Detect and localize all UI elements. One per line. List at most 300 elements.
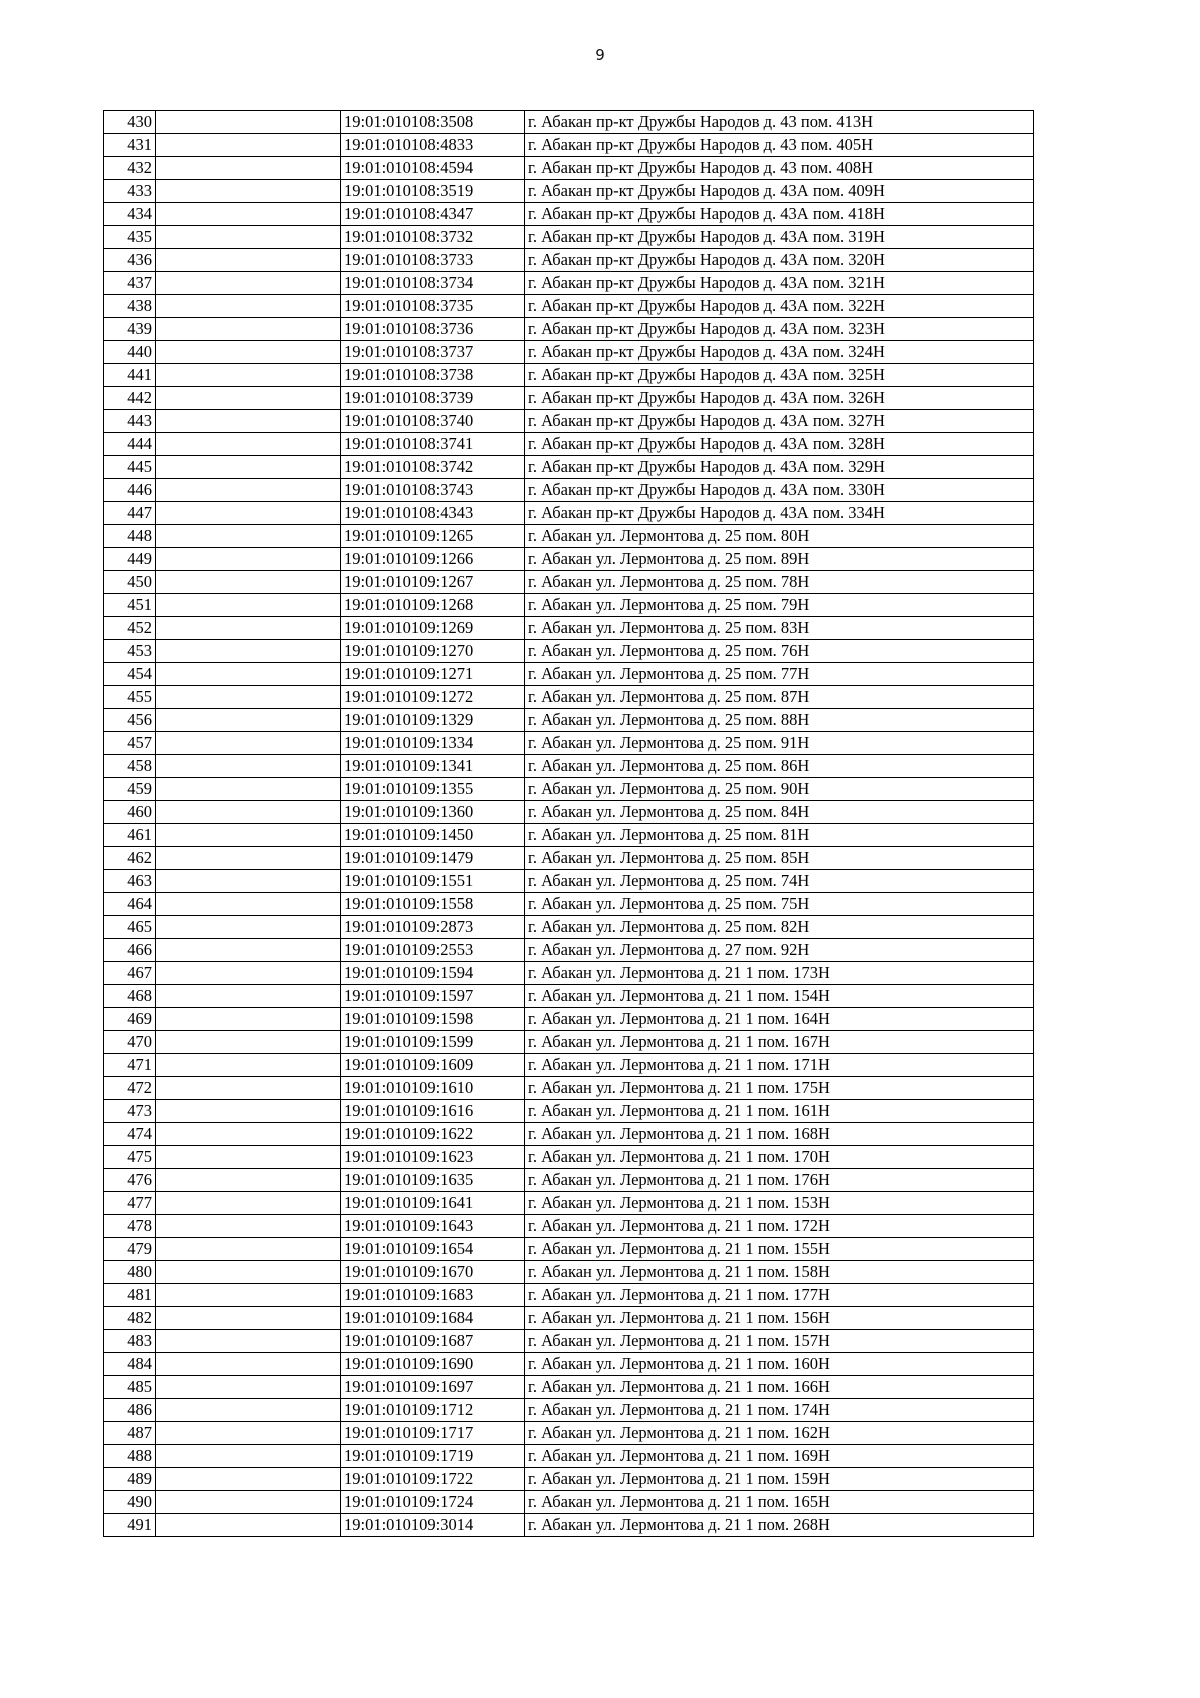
address-cell: г. Абакан ул. Лермонтова д. 21 1 пом. 159Н bbox=[525, 1468, 1034, 1491]
row-number-cell: 482 bbox=[104, 1307, 156, 1330]
cadastral-number-cell: 19:01:010108:3737 bbox=[341, 341, 525, 364]
cadastral-number-cell: 19:01:010109:1597 bbox=[341, 985, 525, 1008]
address-cell: г. Абакан ул. Лермонтова д. 21 1 пом. 174Н bbox=[525, 1399, 1034, 1422]
empty-cell bbox=[156, 157, 341, 180]
cadastral-number-cell: 19:01:010108:3508 bbox=[341, 111, 525, 134]
empty-cell bbox=[156, 249, 341, 272]
row-number-cell: 450 bbox=[104, 571, 156, 594]
row-number-cell: 431 bbox=[104, 134, 156, 157]
table-row bbox=[104, 364, 1034, 387]
empty-cell bbox=[156, 1491, 341, 1514]
address-cell: г. Абакан пр-кт Дружбы Народов д. 43А пом. 334Н bbox=[525, 502, 1034, 525]
address-cell: г. Абакан ул. Лермонтова д. 25 пом. 77Н bbox=[525, 663, 1034, 686]
address-cell: г. Абакан ул. Лермонтова д. 25 пом. 91Н bbox=[525, 732, 1034, 755]
cadastral-number-cell: 19:01:010109:1690 bbox=[341, 1353, 525, 1376]
row-number-cell: 474 bbox=[104, 1123, 156, 1146]
cadastral-number-cell: 19:01:010109:1268 bbox=[341, 594, 525, 617]
empty-cell bbox=[156, 1468, 341, 1491]
address-cell: г. Абакан ул. Лермонтова д. 21 1 пом. 176Н bbox=[525, 1169, 1034, 1192]
table-row bbox=[104, 801, 1034, 824]
table-row bbox=[104, 318, 1034, 341]
cadastral-number-cell: 19:01:010109:1724 bbox=[341, 1491, 525, 1514]
address-cell: г. Абакан ул. Лермонтова д. 21 1 пом. 164Н bbox=[525, 1008, 1034, 1031]
table-row bbox=[104, 1307, 1034, 1330]
empty-cell bbox=[156, 1330, 341, 1353]
row-number-cell: 454 bbox=[104, 663, 156, 686]
row-number-cell: 491 bbox=[104, 1514, 156, 1537]
empty-cell bbox=[156, 594, 341, 617]
table-row bbox=[104, 1215, 1034, 1238]
address-cell: г. Абакан пр-кт Дружбы Народов д. 43 пом. 413Н bbox=[525, 111, 1034, 134]
cadastral-number-cell: 19:01:010109:1687 bbox=[341, 1330, 525, 1353]
table-row bbox=[104, 525, 1034, 548]
row-number-cell: 462 bbox=[104, 847, 156, 870]
cadastral-number-cell: 19:01:010109:1609 bbox=[341, 1054, 525, 1077]
row-number-cell: 438 bbox=[104, 295, 156, 318]
row-number-cell: 464 bbox=[104, 893, 156, 916]
empty-cell bbox=[156, 1008, 341, 1031]
address-cell: г. Абакан ул. Лермонтова д. 25 пом. 83Н bbox=[525, 617, 1034, 640]
table-row bbox=[104, 1169, 1034, 1192]
cadastral-number-cell: 19:01:010109:1717 bbox=[341, 1422, 525, 1445]
empty-cell bbox=[156, 1192, 341, 1215]
row-number-cell: 439 bbox=[104, 318, 156, 341]
empty-cell bbox=[156, 1376, 341, 1399]
row-number-cell: 445 bbox=[104, 456, 156, 479]
empty-cell bbox=[156, 617, 341, 640]
address-cell: г. Абакан ул. Лермонтова д. 21 1 пом. 171Н bbox=[525, 1054, 1034, 1077]
row-number-cell: 470 bbox=[104, 1031, 156, 1054]
empty-cell bbox=[156, 686, 341, 709]
table-row bbox=[104, 709, 1034, 732]
empty-cell bbox=[156, 341, 341, 364]
cadastral-number-cell: 19:01:010109:1610 bbox=[341, 1077, 525, 1100]
empty-cell bbox=[156, 318, 341, 341]
empty-cell bbox=[156, 870, 341, 893]
table-row bbox=[104, 1376, 1034, 1399]
table-row bbox=[104, 916, 1034, 939]
table-row bbox=[104, 1054, 1034, 1077]
cadastral-number-cell: 19:01:010109:1594 bbox=[341, 962, 525, 985]
empty-cell bbox=[156, 272, 341, 295]
empty-cell bbox=[156, 916, 341, 939]
table-row bbox=[104, 732, 1034, 755]
row-number-cell: 467 bbox=[104, 962, 156, 985]
table-row bbox=[104, 1468, 1034, 1491]
table-row bbox=[104, 1422, 1034, 1445]
empty-cell bbox=[156, 387, 341, 410]
address-cell: г. Абакан ул. Лермонтова д. 21 1 пом. 173Н bbox=[525, 962, 1034, 985]
row-number-cell: 433 bbox=[104, 180, 156, 203]
empty-cell bbox=[156, 1100, 341, 1123]
address-cell: г. Абакан ул. Лермонтова д. 25 пом. 86Н bbox=[525, 755, 1034, 778]
row-number-cell: 459 bbox=[104, 778, 156, 801]
address-cell: г. Абакан ул. Лермонтова д. 21 1 пом. 175Н bbox=[525, 1077, 1034, 1100]
address-cell: г. Абакан ул. Лермонтова д. 21 1 пом. 154Н bbox=[525, 985, 1034, 1008]
address-cell: г. Абакан пр-кт Дружбы Народов д. 43А пом. 320Н bbox=[525, 249, 1034, 272]
table-row bbox=[104, 548, 1034, 571]
empty-cell bbox=[156, 847, 341, 870]
address-cell: г. Абакан ул. Лермонтова д. 25 пом. 81Н bbox=[525, 824, 1034, 847]
address-cell: г. Абакан ул. Лермонтова д. 25 пом. 76Н bbox=[525, 640, 1034, 663]
row-number-cell: 463 bbox=[104, 870, 156, 893]
row-number-cell: 484 bbox=[104, 1353, 156, 1376]
table-row bbox=[104, 456, 1034, 479]
empty-cell bbox=[156, 226, 341, 249]
page-number: 9 bbox=[595, 46, 605, 64]
empty-cell bbox=[156, 1261, 341, 1284]
cadastral-number-cell: 19:01:010109:1479 bbox=[341, 847, 525, 870]
empty-cell bbox=[156, 525, 341, 548]
row-number-cell: 456 bbox=[104, 709, 156, 732]
table-row bbox=[104, 226, 1034, 249]
address-cell: г. Абакан пр-кт Дружбы Народов д. 43А пом. 325Н bbox=[525, 364, 1034, 387]
empty-cell bbox=[156, 1422, 341, 1445]
row-number-cell: 469 bbox=[104, 1008, 156, 1031]
cadastral-number-cell: 19:01:010109:1450 bbox=[341, 824, 525, 847]
table-row bbox=[104, 341, 1034, 364]
table-row bbox=[104, 157, 1034, 180]
table-row bbox=[104, 778, 1034, 801]
row-number-cell: 485 bbox=[104, 1376, 156, 1399]
address-cell: г. Абакан ул. Лермонтова д. 25 пом. 80Н bbox=[525, 525, 1034, 548]
cadastral-number-cell: 19:01:010109:1270 bbox=[341, 640, 525, 663]
empty-cell bbox=[156, 203, 341, 226]
table-row bbox=[104, 1445, 1034, 1468]
empty-cell bbox=[156, 1284, 341, 1307]
cadastral-number-cell: 19:01:010108:3741 bbox=[341, 433, 525, 456]
row-number-cell: 487 bbox=[104, 1422, 156, 1445]
empty-cell bbox=[156, 1169, 341, 1192]
table-row bbox=[104, 594, 1034, 617]
row-number-cell: 449 bbox=[104, 548, 156, 571]
empty-cell bbox=[156, 663, 341, 686]
address-cell: г. Абакан ул. Лермонтова д. 21 1 пом. 157Н bbox=[525, 1330, 1034, 1353]
empty-cell bbox=[156, 1399, 341, 1422]
table-row bbox=[104, 985, 1034, 1008]
table-row bbox=[104, 1284, 1034, 1307]
cadastral-number-cell: 19:01:010108:3738 bbox=[341, 364, 525, 387]
table-row bbox=[104, 111, 1034, 134]
cadastral-number-cell: 19:01:010109:1722 bbox=[341, 1468, 525, 1491]
address-cell: г. Абакан ул. Лермонтова д. 21 1 пом. 158Н bbox=[525, 1261, 1034, 1284]
row-number-cell: 481 bbox=[104, 1284, 156, 1307]
table-row bbox=[104, 870, 1034, 893]
row-number-cell: 472 bbox=[104, 1077, 156, 1100]
row-number-cell: 434 bbox=[104, 203, 156, 226]
cadastral-number-cell: 19:01:010109:1558 bbox=[341, 893, 525, 916]
row-number-cell: 440 bbox=[104, 341, 156, 364]
cadastral-number-cell: 19:01:010108:3742 bbox=[341, 456, 525, 479]
table-row bbox=[104, 134, 1034, 157]
table-row bbox=[104, 1491, 1034, 1514]
row-number-cell: 471 bbox=[104, 1054, 156, 1077]
table-row bbox=[104, 180, 1034, 203]
row-number-cell: 477 bbox=[104, 1192, 156, 1215]
row-number-cell: 444 bbox=[104, 433, 156, 456]
row-number-cell: 442 bbox=[104, 387, 156, 410]
row-number-cell: 473 bbox=[104, 1100, 156, 1123]
table-row bbox=[104, 410, 1034, 433]
row-number-cell: 480 bbox=[104, 1261, 156, 1284]
empty-cell bbox=[156, 1054, 341, 1077]
address-cell: г. Абакан пр-кт Дружбы Народов д. 43А пом. 323Н bbox=[525, 318, 1034, 341]
address-cell: г. Абакан пр-кт Дружбы Народов д. 43А пом. 418Н bbox=[525, 203, 1034, 226]
table-row bbox=[104, 571, 1034, 594]
empty-cell bbox=[156, 1031, 341, 1054]
cadastral-number-cell: 19:01:010108:3732 bbox=[341, 226, 525, 249]
empty-cell bbox=[156, 433, 341, 456]
address-cell: г. Абакан пр-кт Дружбы Народов д. 43А пом. 329Н bbox=[525, 456, 1034, 479]
row-number-cell: 460 bbox=[104, 801, 156, 824]
address-cell: г. Абакан пр-кт Дружбы Народов д. 43А пом. 409Н bbox=[525, 180, 1034, 203]
table-row bbox=[104, 1146, 1034, 1169]
cadastral-number-cell: 19:01:010109:1269 bbox=[341, 617, 525, 640]
row-number-cell: 446 bbox=[104, 479, 156, 502]
row-number-cell: 466 bbox=[104, 939, 156, 962]
empty-cell bbox=[156, 1307, 341, 1330]
empty-cell bbox=[156, 1353, 341, 1376]
table-row bbox=[104, 1192, 1034, 1215]
cadastral-number-cell: 19:01:010109:1341 bbox=[341, 755, 525, 778]
cadastral-number-cell: 19:01:010109:1654 bbox=[341, 1238, 525, 1261]
address-cell: г. Абакан пр-кт Дружбы Народов д. 43 пом. 408Н bbox=[525, 157, 1034, 180]
empty-cell bbox=[156, 962, 341, 985]
table-row bbox=[104, 686, 1034, 709]
cadastral-number-cell: 19:01:010109:1712 bbox=[341, 1399, 525, 1422]
row-number-cell: 468 bbox=[104, 985, 156, 1008]
cadastral-number-cell: 19:01:010108:4594 bbox=[341, 157, 525, 180]
cadastral-number-cell: 19:01:010109:1360 bbox=[341, 801, 525, 824]
address-cell: г. Абакан ул. Лермонтова д. 21 1 пом. 268Н bbox=[525, 1514, 1034, 1537]
row-number-cell: 441 bbox=[104, 364, 156, 387]
empty-cell bbox=[156, 1238, 341, 1261]
cadastral-number-cell: 19:01:010108:3733 bbox=[341, 249, 525, 272]
empty-cell bbox=[156, 479, 341, 502]
table-row bbox=[104, 1514, 1034, 1537]
table-row bbox=[104, 272, 1034, 295]
row-number-cell: 486 bbox=[104, 1399, 156, 1422]
table-row bbox=[104, 640, 1034, 663]
row-number-cell: 437 bbox=[104, 272, 156, 295]
table-row bbox=[104, 1330, 1034, 1353]
address-cell: г. Абакан ул. Лермонтова д. 21 1 пом. 167Н bbox=[525, 1031, 1034, 1054]
empty-cell bbox=[156, 111, 341, 134]
empty-cell bbox=[156, 1146, 341, 1169]
empty-cell bbox=[156, 732, 341, 755]
row-number-cell: 451 bbox=[104, 594, 156, 617]
cadastral-number-cell: 19:01:010109:1355 bbox=[341, 778, 525, 801]
address-cell: г. Абакан пр-кт Дружбы Народов д. 43А пом. 330Н bbox=[525, 479, 1034, 502]
empty-cell bbox=[156, 985, 341, 1008]
cadastral-number-cell: 19:01:010109:2873 bbox=[341, 916, 525, 939]
address-cell: г. Абакан ул. Лермонтова д. 21 1 пом. 172Н bbox=[525, 1215, 1034, 1238]
table-row bbox=[104, 1123, 1034, 1146]
empty-cell bbox=[156, 709, 341, 732]
cadastral-number-cell: 19:01:010109:1265 bbox=[341, 525, 525, 548]
cadastral-number-cell: 19:01:010109:1616 bbox=[341, 1100, 525, 1123]
empty-cell bbox=[156, 571, 341, 594]
address-cell: г. Абакан ул. Лермонтова д. 21 1 пом. 169Н bbox=[525, 1445, 1034, 1468]
address-cell: г. Абакан пр-кт Дружбы Народов д. 43А пом. 324Н bbox=[525, 341, 1034, 364]
table-row bbox=[104, 1008, 1034, 1031]
address-cell: г. Абакан ул. Лермонтова д. 25 пом. 88Н bbox=[525, 709, 1034, 732]
table-row bbox=[104, 1353, 1034, 1376]
address-cell: г. Абакан ул. Лермонтова д. 21 1 пом. 155Н bbox=[525, 1238, 1034, 1261]
address-cell: г. Абакан ул. Лермонтова д. 21 1 пом. 165Н bbox=[525, 1491, 1034, 1514]
table-row bbox=[104, 1238, 1034, 1261]
table-row bbox=[104, 1077, 1034, 1100]
empty-cell bbox=[156, 456, 341, 479]
row-number-cell: 488 bbox=[104, 1445, 156, 1468]
cadastral-number-cell: 19:01:010109:1683 bbox=[341, 1284, 525, 1307]
row-number-cell: 465 bbox=[104, 916, 156, 939]
table-row bbox=[104, 663, 1034, 686]
empty-cell bbox=[156, 410, 341, 433]
address-cell: г. Абакан пр-кт Дружбы Народов д. 43А пом. 328Н bbox=[525, 433, 1034, 456]
table-row bbox=[104, 962, 1034, 985]
address-cell: г. Абакан ул. Лермонтова д. 25 пом. 85Н bbox=[525, 847, 1034, 870]
table-row bbox=[104, 387, 1034, 410]
address-cell: г. Абакан ул. Лермонтова д. 27 пом. 92Н bbox=[525, 939, 1034, 962]
table-row bbox=[104, 847, 1034, 870]
cadastral-number-cell: 19:01:010108:3740 bbox=[341, 410, 525, 433]
address-cell: г. Абакан ул. Лермонтова д. 21 1 пом. 170Н bbox=[525, 1146, 1034, 1169]
empty-cell bbox=[156, 640, 341, 663]
table-row bbox=[104, 1031, 1034, 1054]
row-number-cell: 452 bbox=[104, 617, 156, 640]
cadastral-number-cell: 19:01:010109:1329 bbox=[341, 709, 525, 732]
cadastral-number-cell: 19:01:010108:4343 bbox=[341, 502, 525, 525]
empty-cell bbox=[156, 502, 341, 525]
row-number-cell: 490 bbox=[104, 1491, 156, 1514]
row-number-cell: 435 bbox=[104, 226, 156, 249]
address-cell: г. Абакан ул. Лермонтова д. 21 1 пом. 161Н bbox=[525, 1100, 1034, 1123]
empty-cell bbox=[156, 1123, 341, 1146]
table-row bbox=[104, 893, 1034, 916]
cadastral-number-cell: 19:01:010108:3739 bbox=[341, 387, 525, 410]
cadastral-number-cell: 19:01:010109:1684 bbox=[341, 1307, 525, 1330]
row-number-cell: 447 bbox=[104, 502, 156, 525]
table-body bbox=[104, 111, 1034, 1537]
empty-cell bbox=[156, 295, 341, 318]
cadastral-number-cell: 19:01:010108:4347 bbox=[341, 203, 525, 226]
empty-cell bbox=[156, 755, 341, 778]
table-row bbox=[104, 755, 1034, 778]
table-row bbox=[104, 1399, 1034, 1422]
address-cell: г. Абакан пр-кт Дружбы Народов д. 43 пом. 405Н bbox=[525, 134, 1034, 157]
table-row bbox=[104, 824, 1034, 847]
address-cell: г. Абакан ул. Лермонтова д. 25 пом. 84Н bbox=[525, 801, 1034, 824]
address-cell: г. Абакан ул. Лермонтова д. 21 1 пом. 160Н bbox=[525, 1353, 1034, 1376]
row-number-cell: 457 bbox=[104, 732, 156, 755]
cadastral-number-cell: 19:01:010109:1272 bbox=[341, 686, 525, 709]
row-number-cell: 475 bbox=[104, 1146, 156, 1169]
table-row bbox=[104, 1100, 1034, 1123]
empty-cell bbox=[156, 893, 341, 916]
empty-cell bbox=[156, 1445, 341, 1468]
empty-cell bbox=[156, 1215, 341, 1238]
row-number-cell: 436 bbox=[104, 249, 156, 272]
row-number-cell: 458 bbox=[104, 755, 156, 778]
address-cell: г. Абакан пр-кт Дружбы Народов д. 43А пом. 327Н bbox=[525, 410, 1034, 433]
table-row bbox=[104, 479, 1034, 502]
row-number-cell: 430 bbox=[104, 111, 156, 134]
address-cell: г. Абакан ул. Лермонтова д. 21 1 пом. 156Н bbox=[525, 1307, 1034, 1330]
address-cell: г. Абакан ул. Лермонтова д. 25 пом. 87Н bbox=[525, 686, 1034, 709]
cadastral-number-cell: 19:01:010109:1719 bbox=[341, 1445, 525, 1468]
cadastral-number-cell: 19:01:010109:1598 bbox=[341, 1008, 525, 1031]
empty-cell bbox=[156, 824, 341, 847]
table-row bbox=[104, 433, 1034, 456]
cadastral-number-cell: 19:01:010108:4833 bbox=[341, 134, 525, 157]
table-row bbox=[104, 1261, 1034, 1284]
cadastral-number-cell: 19:01:010109:1266 bbox=[341, 548, 525, 571]
cadastral-number-cell: 19:01:010109:1635 bbox=[341, 1169, 525, 1192]
row-number-cell: 448 bbox=[104, 525, 156, 548]
cadastral-number-cell: 19:01:010109:1641 bbox=[341, 1192, 525, 1215]
address-cell: г. Абакан ул. Лермонтова д. 21 1 пом. 162Н bbox=[525, 1422, 1034, 1445]
cadastral-number-cell: 19:01:010109:1697 bbox=[341, 1376, 525, 1399]
address-cell: г. Абакан ул. Лермонтова д. 25 пом. 78Н bbox=[525, 571, 1034, 594]
cadastral-number-cell: 19:01:010108:3743 bbox=[341, 479, 525, 502]
empty-cell bbox=[156, 1514, 341, 1537]
address-cell: г. Абакан пр-кт Дружбы Народов д. 43А пом. 321Н bbox=[525, 272, 1034, 295]
address-cell: г. Абакан пр-кт Дружбы Народов д. 43А пом. 319Н bbox=[525, 226, 1034, 249]
cadastral-number-cell: 19:01:010109:2553 bbox=[341, 939, 525, 962]
cadastral-number-cell: 19:01:010108:3736 bbox=[341, 318, 525, 341]
address-cell: г. Абакан ул. Лермонтова д. 25 пом. 90Н bbox=[525, 778, 1034, 801]
empty-cell bbox=[156, 134, 341, 157]
row-number-cell: 476 bbox=[104, 1169, 156, 1192]
row-number-cell: 483 bbox=[104, 1330, 156, 1353]
table-row bbox=[104, 939, 1034, 962]
row-number-cell: 479 bbox=[104, 1238, 156, 1261]
address-cell: г. Абакан ул. Лермонтова д. 21 1 пом. 166Н bbox=[525, 1376, 1034, 1399]
empty-cell bbox=[156, 548, 341, 571]
table-row bbox=[104, 617, 1034, 640]
table-row bbox=[104, 249, 1034, 272]
empty-cell bbox=[156, 778, 341, 801]
row-number-cell: 432 bbox=[104, 157, 156, 180]
empty-cell bbox=[156, 180, 341, 203]
property-registry-table bbox=[103, 110, 1034, 1537]
empty-cell bbox=[156, 801, 341, 824]
empty-cell bbox=[156, 1077, 341, 1100]
cadastral-number-cell: 19:01:010109:1643 bbox=[341, 1215, 525, 1238]
empty-cell bbox=[156, 939, 341, 962]
address-cell: г. Абакан ул. Лермонтова д. 25 пом. 75Н bbox=[525, 893, 1034, 916]
cadastral-number-cell: 19:01:010108:3735 bbox=[341, 295, 525, 318]
address-cell: г. Абакан пр-кт Дружбы Народов д. 43А пом. 326Н bbox=[525, 387, 1034, 410]
table-row bbox=[104, 295, 1034, 318]
address-cell: г. Абакан ул. Лермонтова д. 25 пом. 89Н bbox=[525, 548, 1034, 571]
cadastral-number-cell: 19:01:010109:1334 bbox=[341, 732, 525, 755]
cadastral-number-cell: 19:01:010109:1670 bbox=[341, 1261, 525, 1284]
row-number-cell: 455 bbox=[104, 686, 156, 709]
address-cell: г. Абакан ул. Лермонтова д. 21 1 пом. 153Н bbox=[525, 1192, 1034, 1215]
address-cell: г. Абакан ул. Лермонтова д. 21 1 пом. 168Н bbox=[525, 1123, 1034, 1146]
cadastral-number-cell: 19:01:010108:3734 bbox=[341, 272, 525, 295]
address-cell: г. Абакан пр-кт Дружбы Народов д. 43А пом. 322Н bbox=[525, 295, 1034, 318]
cadastral-number-cell: 19:01:010109:1271 bbox=[341, 663, 525, 686]
cadastral-number-cell: 19:01:010109:1267 bbox=[341, 571, 525, 594]
address-cell: г. Абакан ул. Лермонтова д. 21 1 пом. 177Н bbox=[525, 1284, 1034, 1307]
cadastral-number-cell: 19:01:010108:3519 bbox=[341, 180, 525, 203]
row-number-cell: 489 bbox=[104, 1468, 156, 1491]
table-row bbox=[104, 203, 1034, 226]
cadastral-number-cell: 19:01:010109:1623 bbox=[341, 1146, 525, 1169]
